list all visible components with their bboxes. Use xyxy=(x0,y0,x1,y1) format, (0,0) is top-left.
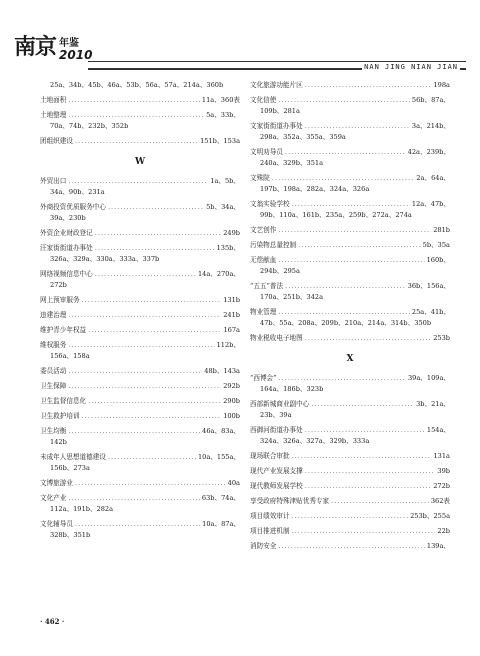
page-refs-continued: 272b xyxy=(50,281,67,289)
leader-dots xyxy=(68,110,204,121)
leader-dots xyxy=(272,173,415,184)
page-refs: 198a xyxy=(433,81,450,89)
leader-dots xyxy=(278,95,410,106)
page-refs: 10a、155a、 xyxy=(197,453,240,461)
page-refs: 292b xyxy=(223,382,240,390)
leader-dots xyxy=(68,381,221,392)
page-refs: 249b xyxy=(223,229,240,237)
index-entry xyxy=(250,147,450,169)
index-entry xyxy=(40,95,240,106)
index-entry xyxy=(40,340,240,362)
page-refs-continued: 156b、273a xyxy=(50,464,90,472)
leader-dots xyxy=(95,228,221,239)
index-term: 卫生救护培训 xyxy=(40,412,80,420)
index-entry xyxy=(250,399,450,421)
leader-dots xyxy=(305,466,436,477)
index-entry xyxy=(250,541,450,552)
index-term: 文艺创作 xyxy=(250,226,277,234)
index-entry xyxy=(250,496,450,507)
page-refs: 5b、35a xyxy=(422,241,450,249)
index-entry xyxy=(40,396,240,407)
page-refs: 272b xyxy=(433,482,450,490)
page-refs: 56b、87a、 xyxy=(411,96,450,104)
index-term: 卫生监督信息化 xyxy=(40,397,87,405)
page-refs-continued: 25a、34b、45b、46a、53b、56a、57a、214a、360b xyxy=(50,81,224,89)
index-entry xyxy=(250,225,450,236)
index-entry xyxy=(40,110,240,132)
page-refs: 1a、5b、 xyxy=(210,177,240,185)
page-refs-continued: 142b xyxy=(50,438,67,446)
page-refs: 22b xyxy=(437,527,450,535)
index-term: 违建治理 xyxy=(40,311,67,319)
leader-dots xyxy=(68,176,208,187)
index-term: 文明劝导员 xyxy=(250,148,283,156)
page-refs-continued: 23b、39a xyxy=(260,411,292,419)
index-entry xyxy=(250,80,450,91)
index-entry xyxy=(250,199,450,221)
page-refs: 48b、143a xyxy=(204,367,240,375)
page-refs: 154a、 xyxy=(426,426,450,434)
page-refs-continued: 326a、329a、330a、333a、337b xyxy=(50,255,160,263)
page-refs-continued: 99b、110a、161b、235a、259b、272a、274a xyxy=(260,211,412,219)
leader-dots xyxy=(331,496,429,507)
page-refs: 253b xyxy=(433,334,450,342)
leader-dots xyxy=(95,243,215,254)
page-refs: 135b、 xyxy=(216,244,240,252)
leader-dots xyxy=(68,340,214,351)
index-entry xyxy=(40,269,240,291)
page-refs: 100b xyxy=(223,412,240,420)
index-entry xyxy=(40,452,240,474)
index-entry xyxy=(250,373,450,395)
index-entry xyxy=(250,121,450,143)
page-refs: 167a xyxy=(223,326,240,334)
index-term: 文翁实验学校 xyxy=(250,200,290,208)
leader-dots xyxy=(285,147,406,158)
index-entry xyxy=(40,243,240,265)
page-refs: 25a、41b、 xyxy=(411,308,450,316)
index-letter-heading: W xyxy=(134,157,146,167)
leader-dots xyxy=(305,80,432,91)
page-refs: 63b、74a、 xyxy=(201,494,240,502)
page-refs: 46a、83a、 xyxy=(202,427,240,435)
index-column-right xyxy=(250,80,450,556)
index-entry xyxy=(40,202,240,224)
index-term: 土地面积 xyxy=(40,96,67,104)
page-refs: 241b xyxy=(223,311,240,319)
leader-dots xyxy=(95,269,196,280)
index-term: 委员活动 xyxy=(40,367,67,375)
index-entry xyxy=(40,228,240,239)
index-entry xyxy=(250,307,450,329)
index-entry xyxy=(250,425,450,447)
index-term: 文博旅游业 xyxy=(40,479,73,487)
leader-dots xyxy=(298,240,421,251)
page-refs-continued: 39a、230b xyxy=(50,214,86,222)
logo-title: 南京 xyxy=(14,34,57,60)
index-term: 网络视频信息中心 xyxy=(40,270,93,278)
index-term: 文化产业 xyxy=(40,494,67,502)
index-term: 西御河街道办事处 xyxy=(250,426,303,434)
index-entry xyxy=(250,281,450,303)
index-term: 汪家街街道办事处 xyxy=(40,244,93,252)
leader-dots xyxy=(68,310,221,321)
leader-dots xyxy=(68,426,200,437)
index-entry xyxy=(250,481,450,492)
leader-dots xyxy=(108,202,204,213)
page-refs: 40a xyxy=(227,479,240,487)
page-refs-continued: 240a、329b、351a xyxy=(260,159,324,167)
page-refs: 5a、33b、 xyxy=(206,111,240,119)
index-entry xyxy=(40,411,240,422)
index-term: 卫生均衡 xyxy=(40,427,67,435)
page-refs-continued: 112a、191b、282a xyxy=(50,505,114,513)
index-entry xyxy=(40,493,240,515)
leader-dots xyxy=(88,396,221,407)
index-entry xyxy=(40,426,240,448)
page-refs-continued: 156a、158a xyxy=(50,352,90,360)
index-term: 污染物总量控制 xyxy=(250,241,297,249)
leader-dots xyxy=(68,95,200,106)
index-term: “五五”普法 xyxy=(250,282,284,290)
header-pinyin: NAN JING NIAN JIAN xyxy=(364,63,458,71)
index-term: 维权服务 xyxy=(40,341,67,349)
index-term: 外资企业财政登记 xyxy=(40,229,93,237)
page-refs-continued: 324a、326a、327a、329b、333a xyxy=(260,437,370,445)
index-entry xyxy=(40,325,240,336)
index-term: 项目推进机制 xyxy=(250,527,290,535)
index-entry xyxy=(250,95,450,117)
leader-dots xyxy=(68,366,202,377)
index-entry xyxy=(250,173,450,195)
leader-dots xyxy=(305,481,431,492)
index-entry xyxy=(40,295,240,306)
leader-dots xyxy=(278,307,410,318)
leader-dots xyxy=(292,526,436,537)
page-refs: 3a、214b、 xyxy=(411,122,450,130)
leader-dots xyxy=(278,541,425,552)
index-entry xyxy=(250,466,450,477)
index-term: 享受政府特殊津贴优秀专家 xyxy=(250,497,330,505)
index-term: 卫生保障 xyxy=(40,382,67,390)
index-term: 物业管理 xyxy=(250,308,277,316)
index-term: “西博会” xyxy=(250,374,277,382)
index-entry xyxy=(40,80,240,91)
index-entry xyxy=(40,366,240,377)
page-refs-continued: 164a、186b、323b xyxy=(260,385,324,393)
index-entry xyxy=(40,519,240,541)
leader-dots xyxy=(292,451,432,462)
leader-dots xyxy=(292,199,410,210)
page-refs-continued: 109b、281a xyxy=(260,107,300,115)
page-refs: 139a、 xyxy=(426,542,450,550)
page-refs: 11a、360表 xyxy=(201,96,240,104)
leader-dots xyxy=(285,281,406,292)
page-refs: 281b xyxy=(433,226,450,234)
page-number: · 462 · xyxy=(40,617,65,626)
page-refs-continued: 298a、352a、355a、359a xyxy=(260,133,346,141)
leader-dots xyxy=(311,399,414,410)
index-entry xyxy=(250,333,450,344)
index-entry xyxy=(250,240,450,251)
index-entry xyxy=(250,255,450,277)
index-entry xyxy=(40,176,240,198)
page-header xyxy=(0,0,480,80)
index-term: 现代教师发展学校 xyxy=(250,482,303,490)
leader-dots xyxy=(108,452,196,463)
page-refs: 131b xyxy=(223,296,240,304)
page-refs: 14a、270a、 xyxy=(197,270,240,278)
index-term: 西部新城商业副中心 xyxy=(250,400,310,408)
page-refs-continued: 47b、55a、208a、209b、210a、214a、314b、350b xyxy=(260,319,432,327)
index-entry xyxy=(250,511,450,522)
index-term: 团组织建设 xyxy=(40,137,73,145)
index-entry xyxy=(40,478,240,489)
index-term: 现场联合审批 xyxy=(250,452,290,460)
page-refs: 10a、87a、 xyxy=(202,520,240,528)
page-refs: 362表 xyxy=(430,497,450,505)
index-term: 物业税收电子地图 xyxy=(250,334,303,342)
leader-dots xyxy=(75,478,226,489)
leader-dots xyxy=(88,325,221,336)
page-refs: 131a xyxy=(433,452,450,460)
index-term: 项目绩效审计 xyxy=(250,512,290,520)
page-refs-continued: 170a、251b、342a xyxy=(260,293,324,301)
leader-dots xyxy=(279,373,406,384)
page-refs: 3b、21a、 xyxy=(416,400,450,408)
index-term: 文化旅游功能片区 xyxy=(250,81,303,89)
index-term: 文化信使 xyxy=(250,96,277,104)
page-refs-continued: 197b、198a、282a、324a、326a xyxy=(260,185,370,193)
index-term: 外商投资优质服务中心 xyxy=(40,203,106,211)
page-refs: 151b、153a xyxy=(200,137,240,145)
page-refs: 12a、47b、 xyxy=(411,200,450,208)
page-refs: 2a、64a、 xyxy=(416,174,450,182)
page-refs-continued: 294b、295a xyxy=(260,267,300,275)
index-term: 网上预审服务 xyxy=(40,296,80,304)
index-term: 外贸出口 xyxy=(40,177,67,185)
leader-dots xyxy=(305,333,431,344)
page-refs-continued: 34a、90b、231a xyxy=(50,188,105,196)
leader-dots xyxy=(305,425,425,436)
leader-dots xyxy=(82,295,222,306)
leader-dots xyxy=(305,121,410,132)
index-entry xyxy=(40,310,240,321)
leader-dots xyxy=(278,225,431,236)
page-refs: 39b xyxy=(437,467,450,475)
page-refs-continued: 70a、74b、232b、352b xyxy=(50,122,129,130)
logo-year: 2010 xyxy=(59,48,93,62)
page-refs: 290b xyxy=(223,397,240,405)
page-refs: 39a、109a、 xyxy=(407,374,450,382)
page-refs: 160b、 xyxy=(426,256,450,264)
index-entry xyxy=(40,381,240,392)
index-term: 维护青少年权益 xyxy=(40,326,87,334)
leader-dots xyxy=(278,255,424,266)
index-term: 无偿献血 xyxy=(250,256,277,264)
index-term: 土地整理 xyxy=(40,111,67,119)
index-term: 现代产业发展支撑 xyxy=(250,467,303,475)
leader-dots xyxy=(68,493,200,504)
leader-dots xyxy=(75,519,200,530)
index-term: 消防安全 xyxy=(250,542,277,550)
logo-nianjian: 年鉴 xyxy=(59,38,80,49)
page-refs: 42a、239b、 xyxy=(407,148,450,156)
index-entry xyxy=(250,451,450,462)
page-refs: 36b、156a、 xyxy=(407,282,450,290)
index-term: 文化辅导员 xyxy=(40,520,73,528)
index-term: 未成年人思想道德建设 xyxy=(40,453,106,461)
index-entry xyxy=(40,136,240,147)
index-entry xyxy=(250,526,450,537)
index-letter-heading: X xyxy=(346,354,354,364)
page-refs-continued: 328b、351b xyxy=(50,531,91,539)
leader-dots xyxy=(82,411,222,422)
page-refs: 112b、 xyxy=(216,341,240,349)
index-term: 文殊院 xyxy=(250,174,270,182)
page-refs: 253b、255a xyxy=(410,512,450,520)
page-refs: 5b、34a、 xyxy=(206,203,240,211)
index-column-left xyxy=(40,80,240,545)
leader-dots xyxy=(292,511,409,522)
yearbook-logo xyxy=(14,30,92,61)
leader-dots xyxy=(75,136,198,147)
index-term: 文家街街道办事处 xyxy=(250,122,303,130)
